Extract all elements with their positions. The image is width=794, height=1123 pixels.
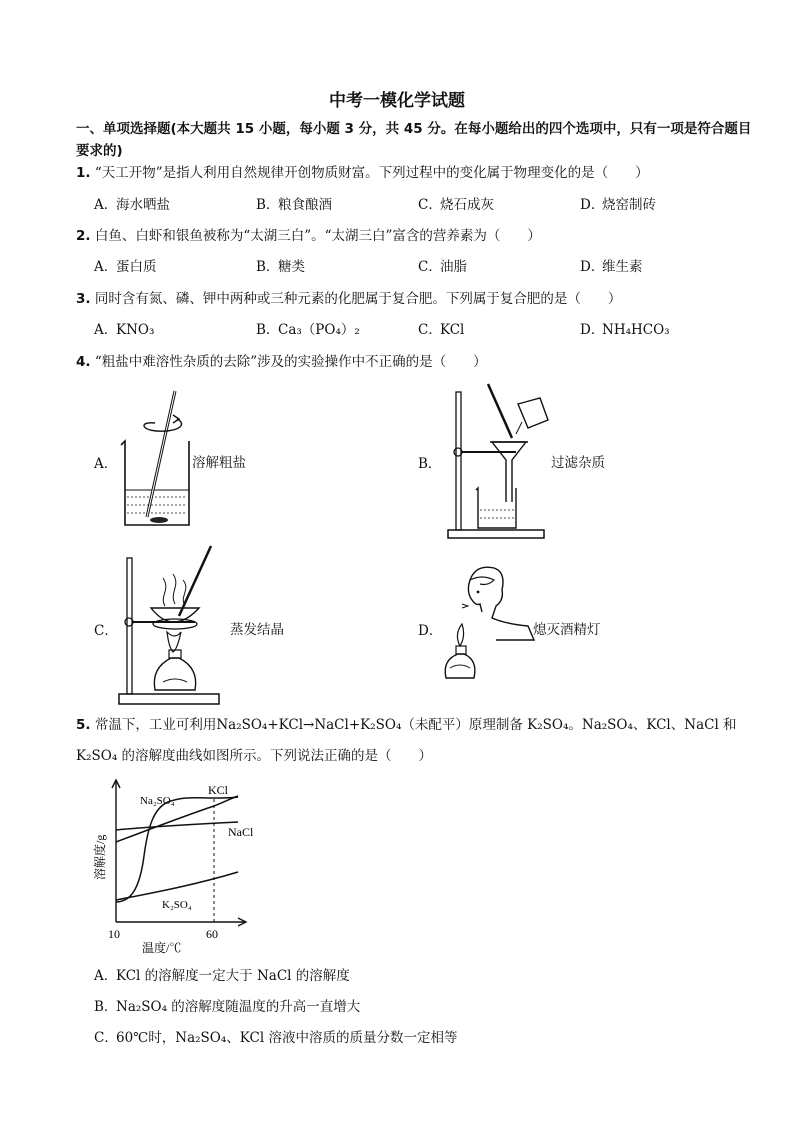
figure-d-label[interactable]: D． (418, 623, 443, 639)
figure-a-caption: 溶解粗盐 (192, 455, 246, 471)
option-b[interactable]: B．Ca₃（PO₄）₂ (256, 322, 360, 338)
x-axis-label: 温度/℃ (142, 941, 182, 955)
figure-a-label[interactable]: A． (94, 456, 118, 472)
question-4 (76, 352, 756, 372)
option-d[interactable]: D．NH₄HCO₃ (580, 322, 670, 338)
beaker-stirring-figure (115, 385, 195, 535)
section-heading: 一、单项选择题(本大题共 15 小题，每小题 3 分，共 45 分。在每小题给出的四个选项中，只有一项是符合题目要求的) (76, 121, 752, 159)
x-tick-60: 60 (206, 927, 218, 941)
series-label-kcl: KCl (208, 783, 229, 797)
figure-c-label[interactable]: C． (94, 623, 118, 639)
solubility-chart (88, 776, 268, 956)
question-stem: “天工开物”是指人利用自然规律开创物质财富。下列过程中的变化属于物理变化的是（ ） (94, 165, 649, 181)
series-label-na2so4: Na₂SO₄ (140, 795, 175, 807)
option-c[interactable]: C．60℃时，Na₂SO₄、KCl 溶液中溶质的质量分数一定相等 (94, 1030, 458, 1046)
question-3 (76, 289, 756, 309)
option-a[interactable]: A．蛋白质 (94, 259, 157, 275)
x-tick-10: 10 (108, 927, 120, 941)
series-label-nacl: NaCl (228, 825, 254, 839)
question-1 (76, 163, 756, 183)
figure-c-caption: 蒸发结晶 (230, 622, 284, 638)
evaporation-figure (115, 540, 225, 710)
figure-b-label[interactable]: B． (418, 456, 442, 472)
option-c[interactable]: C．油脂 (418, 259, 467, 275)
y-axis-label: 溶解度/g (93, 834, 107, 880)
series-line-k2so4 (116, 872, 238, 900)
question-number: 4. (76, 354, 91, 370)
blowing-out-lamp-figure (440, 560, 540, 690)
option-b[interactable]: B．粮食酿酒 (256, 197, 332, 213)
option-d[interactable]: D．维生素 (580, 259, 643, 275)
page-title: 中考一模化学试题 (329, 91, 465, 111)
series-line-kcl (116, 796, 238, 842)
question-number: 3. (76, 291, 91, 307)
figure-d-caption: 熄灭酒精灯 (533, 622, 601, 638)
figure-b-caption: 过滤杂质 (551, 455, 605, 471)
question-stem: 同时含有氮、磷、钾中两种或三种元素的化肥属于复合肥。下列属于复合肥的是（ ） (94, 291, 622, 307)
option-d[interactable]: D．烧窑制砖 (580, 197, 656, 213)
option-c[interactable]: C．KCl (418, 322, 465, 338)
question-stem-line-1: 常温下，工业可利用Na₂SO₄+KCl→NaCl+K₂SO₄（未配平）原理制备 K₂SO₄。Na₂SO₄、KCl、NaCl 和 (94, 717, 737, 733)
question-5-continued: K₂SO₄ 的溶解度曲线如图所示。下列说法正确的是（ ） (76, 748, 433, 764)
option-b[interactable]: B．Na₂SO₄ 的溶解度随温度的升高一直增大 (94, 999, 361, 1015)
series-line-na2so4 (116, 797, 238, 902)
question-stem: 白鱼、白虾和银鱼被称为“太湖三白”。“太湖三白”富含的营养素为（ ） (94, 228, 541, 244)
option-a[interactable]: A．KCl 的溶解度一定大于 NaCl 的溶解度 (94, 968, 350, 984)
option-b[interactable]: B．糖类 (256, 259, 305, 275)
option-a[interactable]: A．海水晒盐 (94, 197, 170, 213)
option-a[interactable]: A．KNO₃ (94, 322, 155, 338)
question-5 (76, 715, 756, 735)
option-c[interactable]: C．烧石成灰 (418, 197, 494, 213)
question-number: 5. (76, 717, 91, 733)
question-stem: “粗盐中难溶性杂质的去除”涉及的实验操作中不正确的是（ ） (94, 354, 487, 370)
question-2 (76, 226, 756, 246)
series-label-k2so4: K₂SO₄ (162, 899, 192, 911)
question-number: 2. (76, 228, 91, 244)
filtration-figure (440, 382, 550, 542)
series-line-nacl (116, 822, 238, 830)
question-number: 1. (76, 165, 91, 181)
